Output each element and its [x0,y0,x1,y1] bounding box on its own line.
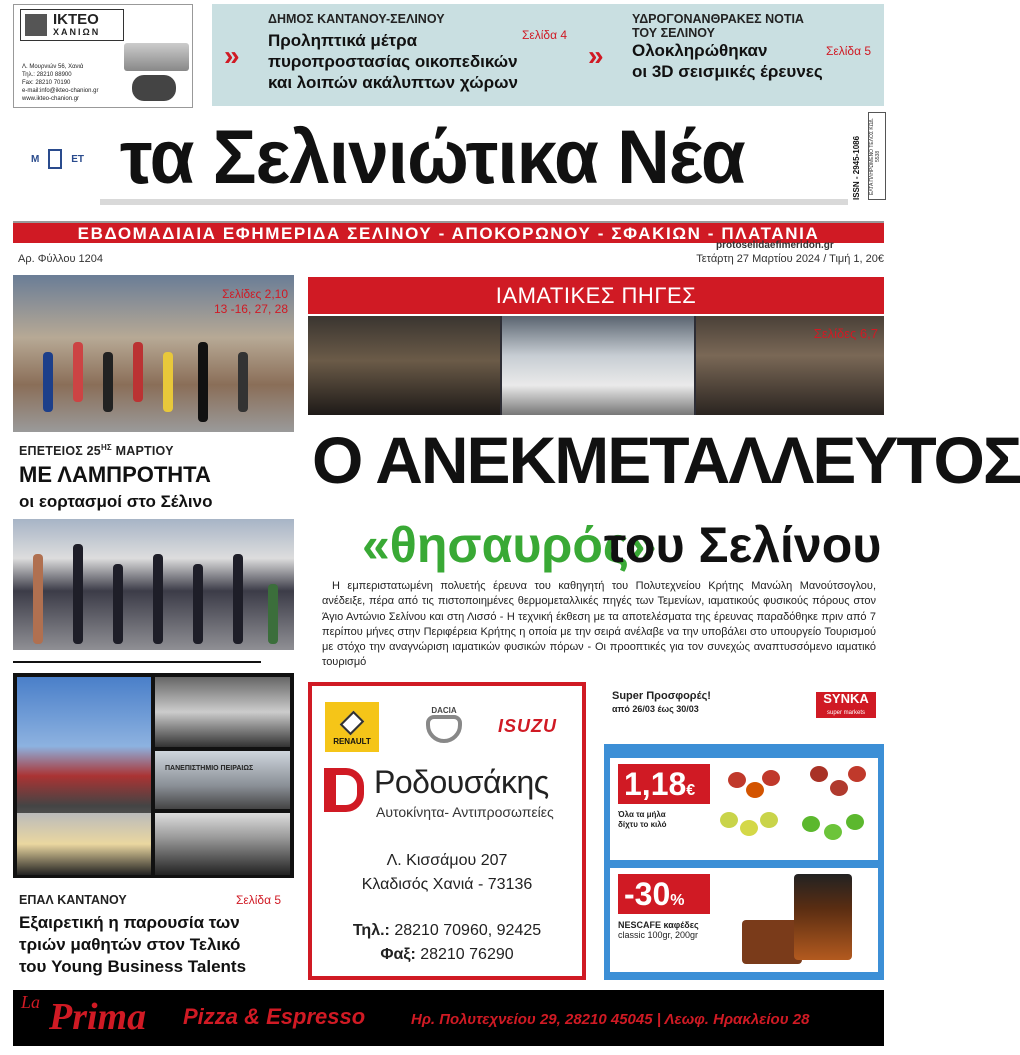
epal-headline[interactable] [19,912,299,978]
coffee-cup-icon [742,920,802,964]
fax-value: 28210 76290 [415,946,514,963]
synka-header [604,682,884,744]
ikteo-ad[interactable] [13,4,193,108]
renault-diamond-icon [340,710,365,735]
teaser-band [212,4,884,106]
epal-page: Σελίδα 5 [236,893,282,907]
teaser-fire-prevention[interactable] [268,12,580,93]
plant-figure [268,584,278,644]
chevron-right-icon: » [224,40,240,71]
apples-offer[interactable] [610,758,878,860]
teaser-headline: Ολοκληρώθηκαν [632,41,768,60]
epal-headline-line: τριών μαθητών στον Τελικό [19,935,241,954]
flag-figure [43,352,53,412]
nescafe-discount [618,874,710,914]
dacia-shield-icon [426,715,462,743]
synka-logo-sub: super markets [826,710,865,716]
rodousakis-address-1: Λ. Κισσάμου 207 [386,852,508,869]
university-building-photo [155,751,290,809]
rodousakis-tagline: Αυτοκίνητα- Αντιπροσωπείες [376,804,554,820]
ikteo-subtitle: ΧΑΝΙΩΝ [53,27,101,37]
phone-value: 28210 70960, 92425 [389,922,542,939]
ikteo-logo [20,9,124,41]
nescafe-offer[interactable] [610,868,878,972]
desc-line: classic 100gr, 200gr [618,930,699,940]
discount-value: -30 [624,876,671,912]
chevron-right-icon: » [588,40,604,71]
synka-ad[interactable] [604,682,884,980]
red-apple-icon [810,766,828,782]
parade-photo[interactable] [13,275,294,432]
apples-price [618,764,710,804]
synka-logo [816,692,876,718]
rodousakis-name: Ροδουσάκης [374,764,549,800]
ikteo-tel: Τηλ.: 28210 88900 [22,72,72,78]
person-figure [153,554,163,644]
tagline-band: ΕΒΔΟΜΑΔΙΑΙΑ ΕΦΗΜΕΡΙΔΑ ΣΕΛΙΝΟΥ - ΑΠΟΚΟΡΩΝΟΥ - ΣΦΑΚΙΩΝ - ΠΛΑΤΑΝΙΑ [13,221,884,243]
person-figure [73,544,83,644]
kicker-text: ΜΑΡΤΙΟΥ [111,444,174,459]
ikteo-contact [22,63,98,103]
epal-photo-collage[interactable] [13,673,294,878]
dacia-label: DACIA [431,706,457,715]
kicker-superscript: ΗΣ [100,443,112,452]
main-lead: Η εμπεριστατωμένη πολυετής έρευνα του καθηγητή του Πολυτεχνείου Κρήτης Μανώλη Μανούτσογλου, ανέδειξε, πέρα από τις πιστοποιημένες θερμομεταλλικές πηγές των Τεμενίων, ιαματικούς φυσικούς πόρους στον Άγιο Αντώνιο Σελίνου και στη Λισσό - Η τεχνική έκθεση με τα αποτελέσματα της έρευνας παραδόθηκε πριν από 7 περίπου μήνες στην Περιφέρεια Κρήτης η οποία με την σειρά ανέλαβε να την υποβάλει στο υπουργείο Τουρισμού με στόχο την αναγνώριση ιαματικών φυσικών πόρων - Οι προοπτικές για τον συνεχώς αναπτυσσόμενο ιαματικό τουρισμό [322,580,876,669]
rodousakis-d-icon [324,768,364,812]
students-parade-photo[interactable] [13,519,294,650]
phone-label: Τηλ.: [352,922,390,939]
la-prima-ad[interactable] [13,990,884,1046]
epal-kicker: ΕΠΑΛ ΚΑΝΤΑΝΟΥ [19,893,127,907]
rodousakis-fax [312,946,582,964]
conference-photos[interactable] [308,316,884,415]
epal-headline-line: Εξαιρετική η παρουσία των [19,913,240,932]
students-sitting-photo [155,813,290,875]
teaser-kicker: ΤΟΥ ΣΕΛΙΝΟΥ [632,26,715,40]
person-figure [103,352,113,412]
teaser-headline: Προληπτικά μέτρα [268,31,418,50]
parade-pages-line: 13 -16, 27, 28 [213,302,288,316]
ikteo-title: ΙΚΤΕΟ [53,11,99,28]
yellow-apple-icon [740,820,758,836]
newspaper-title[interactable]: τα Σελινιώτικα Νέα [120,115,745,200]
person-figure [133,342,143,402]
audience-photo [308,316,500,415]
divider [13,661,261,663]
ikteo-web: www.ikteo-chanion.gr [22,96,80,102]
masthead [100,108,848,205]
issue-number: Αρ. Φύλλου 1204 [18,253,103,265]
watermark-site: protoselidaefimeridon.gr [716,240,834,251]
met-logo-left: Μ [31,153,40,165]
synka-headline: Super Προσφορές! [612,690,711,702]
fax-label: Φαξ: [380,946,416,963]
main-subhead-black: του Σελίνου [604,517,882,573]
red-apple-icon [830,780,848,796]
students-group-photo [155,677,290,747]
person-figure [73,342,83,402]
bus-image [124,43,189,71]
motorbike-image [132,75,176,101]
yellow-apple-icon [760,812,778,828]
la-prima-address: Ηρ. Πολυτεχνείου 29, 28210 45045 | Λεωφ. Ηρακλείου 28 [411,1011,810,1028]
discount-unit: % [670,892,685,909]
red-apple-icon [728,772,746,788]
green-apple-icon [824,824,842,840]
renault-logo [325,702,379,752]
teaser-headline: και λοιπών ακάλυπτων χώρων [268,73,518,92]
price-unit: € [686,782,696,799]
epal-headline-line: του Young Business Talents [19,957,247,976]
book-icon [48,149,62,169]
person-figure [233,554,243,644]
person-figure [163,352,173,412]
met-logo-right: ΕΤ [71,153,84,165]
ikteo-email: e-mail:info@ikteo-chanion.gr [22,88,99,94]
person-figure [198,342,208,422]
desc-line: δίχτυ το κιλό [618,820,667,829]
teaser-headline: πυροπροστασίας οικοπεδικών [268,52,518,71]
issn-number: ISSN - 2945-1086 [852,135,861,200]
green-apple-icon [802,816,820,832]
dacia-logo [422,706,466,746]
desc-line: Όλα τα μήλα [618,810,666,819]
synka-dates: από 26/03 έως 30/03 [612,704,699,714]
march-25-headline[interactable]: ΜΕ ΛΑΜΠΡΟΤΗΤΑ [19,462,211,487]
price-value: 1,18 [624,766,687,802]
teaser-headline: οι 3D σεισμικές έρευνες [632,62,823,81]
isuzu-logo: ISUZU [498,716,557,736]
postage-seal: ΕΛΤΑ ΠΛΗΡΩΜΕΝΟ ΤΕΛΟΣ ΚΩΔ. 5538 [868,112,886,200]
desc-line: NESCAFE καφέδες [618,920,699,930]
red-apple-icon [746,782,764,798]
synka-logo-text: SYNKA [823,691,869,706]
nescafe-desc [618,920,699,940]
teaser-page: Σελίδα 5 [826,44,872,58]
teaser-page: Σελίδα 4 [522,28,568,42]
parade-pages-line: Σελίδες 2,10 [222,287,288,301]
yellow-apple-icon [720,812,738,828]
kicker-text: ΕΠΕΤΕΙΟΣ 25 [19,444,101,459]
teaser-kicker: ΔΗΜΟΣ ΚΑΝΤΑΝΟΥ-ΣΕΛΙΝΟΥ [268,12,445,26]
la-prima-tagline: Pizza & Espresso [183,1004,366,1029]
rodousakis-address-2: Κλαδισός Χανιά - 73136 [361,876,533,893]
main-subhead-green: «θησαυρός» [362,517,657,573]
met-logo [31,146,84,172]
ikteo-fax: Fax: 28210 70190 [22,80,71,86]
red-apple-icon [762,770,780,786]
main-headline[interactable]: Ο ΑΝΕΚΜΕΤΑΛΛΕΥΤΟΣ [312,423,1020,497]
parade-pages [214,287,288,317]
section-header: ΙΑΜΑΤΙΚΕΣ ΠΗΓΕΣ [308,277,884,314]
green-apple-icon [846,814,864,830]
person-figure [193,564,203,644]
rodousakis-ad[interactable] [308,682,586,980]
person-figure [33,554,43,644]
march-25-kicker [19,443,174,458]
auditorium-photo [17,813,151,875]
building-sign: ΠΑΝΕΠΙΣΤΗΜΙΟ ΠΕΙΡΑΙΩΣ [165,765,254,772]
la-prima-small: La [21,992,41,1012]
march-25-subhead: οι εορτασμοί στο Σέλινο [19,492,213,511]
person-figure [238,352,248,412]
renault-label: RENAULT [333,736,371,746]
red-apple-icon [848,766,866,782]
ikteo-address: Λ. Μουρνιών 56, Χανιά [22,64,84,70]
teaser-seismic-surveys[interactable] [632,12,882,82]
person-figure [113,564,123,644]
car-icon [25,14,47,36]
presentation-screen-photo [502,316,694,415]
main-story-pages: Σελίδες 6,7 [813,326,878,341]
rodousakis-phone [312,922,582,940]
la-prima-logo: Prima [49,996,147,1038]
apples-desc [618,810,667,830]
teaser-kicker: ΥΔΡΟΓΟΝΑΝΘΡΑΚΕΣ ΝΟΤΙΑ [632,12,804,26]
date-price: Τετάρτη 27 Μαρτίου 2024 / Τιμή 1, 20€ [696,253,884,265]
coffee-jar-icon [794,874,852,960]
